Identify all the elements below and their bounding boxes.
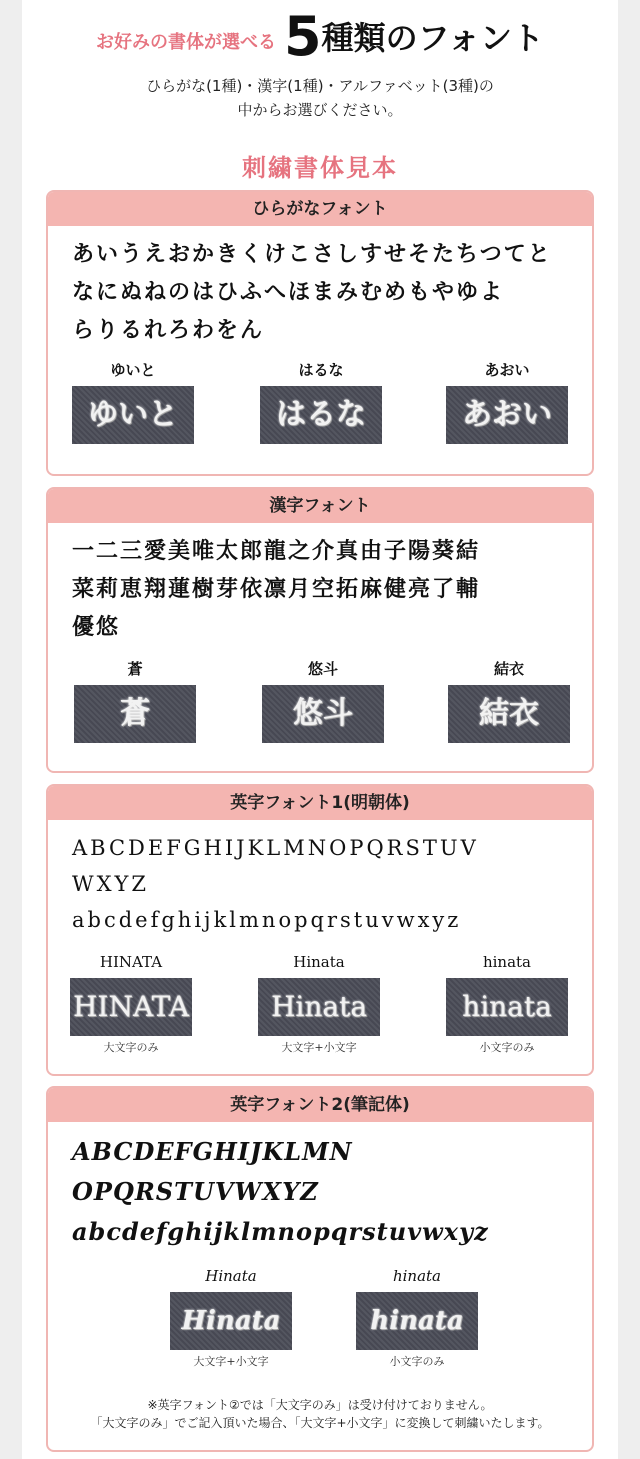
sample-note: 小文字のみ	[479, 1041, 535, 1054]
kanji-font-card	[46, 487, 594, 773]
embroidered-patch: ゆいと	[72, 386, 194, 444]
hero-prefix: お好みの書体が選べる	[96, 32, 276, 53]
script-font-note	[48, 1396, 592, 1432]
english-serif-font-card	[46, 784, 594, 1076]
embroidery-sample	[66, 952, 196, 1055]
embroidery-sample	[254, 952, 384, 1055]
sample-note: 大文字のみ	[103, 1041, 159, 1054]
sample-caption: hinata	[392, 1267, 442, 1285]
sample-caption: hinata	[482, 953, 532, 971]
char-line-3: abcdefghijklmnopqrstuvwxyz	[72, 908, 462, 932]
embroidery-sample	[352, 1266, 482, 1369]
right-margin	[618, 0, 640, 1459]
character-set	[72, 1132, 568, 1252]
sample-caption: HINATA	[99, 953, 163, 971]
character-set	[72, 830, 568, 938]
embroidery-sample	[442, 952, 572, 1055]
embroidery-sample	[166, 1266, 296, 1369]
embroidery-sample	[70, 659, 200, 743]
embroidered-patch: 悠斗	[262, 685, 384, 743]
lead-line-1: ひらがな(1種)・漢字(1種)・アルファベット(3種)の	[146, 77, 494, 95]
embroidery-sample	[442, 360, 572, 444]
embroidered-patch: はるな	[260, 386, 382, 444]
sample-caption: はるな	[298, 361, 344, 379]
hero-title: 種類のフォント	[321, 19, 544, 57]
embroidered-patch: Hinata	[170, 1292, 292, 1350]
sample-caption: あおい	[484, 361, 530, 379]
section-title: 刺繍書体見本	[242, 154, 398, 182]
char-line-2: 菜莉恵翔蓮樹芽依凛月空拓麻健亮了輔	[72, 577, 481, 602]
char-line-2: なにぬねのはひふへほまみむめもやゆよ	[72, 280, 505, 305]
sample-note: 大文字+小文字	[193, 1355, 269, 1368]
sample-note: 大文字+小文字	[281, 1041, 357, 1054]
hero-number: 5	[284, 5, 322, 68]
sample-note: 小文字のみ	[389, 1355, 445, 1368]
sample-caption: ゆいと	[110, 361, 156, 379]
embroidered-patch: hinata	[356, 1292, 478, 1350]
character-set	[72, 236, 568, 350]
character-set	[72, 533, 568, 647]
embroidered-patch: 結衣	[448, 685, 570, 743]
char-line-3: らりるれろわをん	[72, 318, 265, 343]
embroidery-sample	[256, 360, 386, 444]
char-line-1: あいうえおかきくけこさしすせそたちつてと	[72, 242, 552, 267]
card-header: 英字フォント2(筆記体)	[48, 1088, 592, 1122]
english-script-font-card	[46, 1086, 594, 1452]
sample-caption: Hinata	[205, 1267, 257, 1285]
card-header: 漢字フォント	[48, 489, 592, 523]
embroidered-patch: あおい	[446, 386, 568, 444]
content-column	[22, 0, 618, 1459]
char-line-3: abcdefghijklmnopqrstuvwxyz	[72, 1217, 489, 1246]
char-line-1: ABCDEFGHIJKLMN	[72, 1137, 353, 1166]
hero-heading	[22, 5, 618, 68]
sample-caption: 結衣	[493, 660, 524, 678]
char-line-2: OPQRSTUVWXYZ	[72, 1177, 319, 1206]
sample-caption: 悠斗	[307, 660, 338, 678]
embroidery-sample	[444, 659, 574, 743]
embroidered-patch: Hinata	[258, 978, 380, 1036]
embroidered-patch: 蒼	[74, 685, 196, 743]
char-line-1: 一二三愛美唯太郎龍之介真由子陽葵結	[72, 539, 481, 564]
card-header: ひらがなフォント	[48, 192, 592, 226]
sample-caption: 蒼	[127, 660, 143, 678]
hiragana-font-card	[46, 190, 594, 476]
lead-line-2: 中からお選びください。	[237, 101, 403, 119]
lead-text	[22, 74, 618, 122]
embroidered-patch: hinata	[446, 978, 568, 1036]
char-line-3: 優悠	[72, 615, 121, 640]
embroidery-sample	[258, 659, 388, 743]
note-line-1: ※英字フォント②では「大文字のみ」は受け付けておりません。	[147, 1398, 493, 1412]
note-line-2: 「大文字のみ」でご記入頂いた場合、「大文字+小文字」に変換して刺繍いたします。	[90, 1416, 550, 1430]
embroidery-sample	[68, 360, 198, 444]
embroidered-patch: HINATA	[70, 978, 192, 1036]
char-line-2: WXYZ	[72, 872, 149, 896]
sample-caption: Hinata	[293, 953, 345, 971]
char-line-1: ABCDEFGHIJKLMNOPQRSTUV	[72, 836, 479, 860]
left-margin	[0, 0, 22, 1459]
card-header: 英字フォント1(明朝体)	[48, 786, 592, 820]
